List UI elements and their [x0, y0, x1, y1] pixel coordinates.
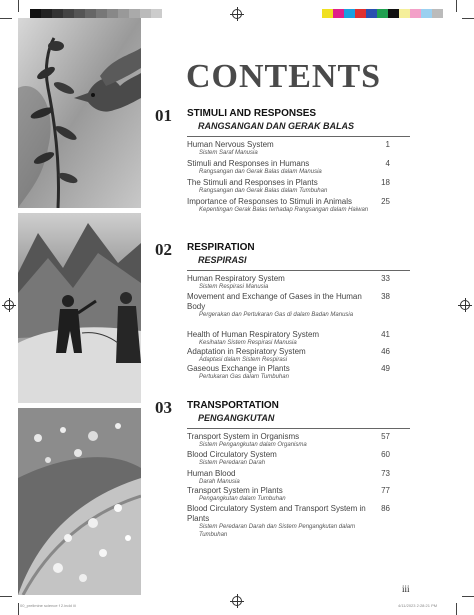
toc-entry-page: 57 — [381, 432, 390, 441]
crop-mark — [0, 596, 12, 597]
toc-entry[interactable] — [187, 159, 390, 177]
toc-entry-page: 1 — [385, 140, 390, 149]
chapter-title: TRANSPORTATION — [187, 400, 279, 411]
toc-entry[interactable] — [187, 364, 390, 382]
toc-entry-subtitle: Kesihatan Sistem Respirasi Manusia — [199, 340, 297, 346]
toc-entry-page: 18 — [381, 178, 390, 187]
crop-mark — [18, 603, 19, 615]
toc-entry[interactable] — [187, 486, 390, 504]
toc-entry-page: 25 — [381, 197, 390, 206]
toc-entry-title: Movement and Exchange of Gases in the Human Body — [187, 292, 362, 311]
toc-entry[interactable] — [187, 140, 390, 158]
toc-entry-page: 4 — [385, 159, 390, 168]
crop-mark — [18, 0, 19, 12]
toc-entry-subtitle: Pertukaran Gas dalam Tumbuhan — [199, 374, 289, 380]
toc-entry[interactable] — [187, 504, 390, 539]
crop-mark — [0, 18, 12, 19]
leaf-water-droplets-photo — [18, 408, 141, 595]
toc-entry-subtitle: Adaptasi dalam Sistem Respirasi — [199, 357, 288, 363]
toc-entry[interactable] — [187, 292, 390, 320]
registration-mark-icon — [4, 300, 14, 310]
crop-mark — [462, 18, 474, 19]
toc-entry-title: Stimuli and Responses in Humans — [187, 159, 310, 168]
toc-entry-subtitle: Rangsangan dan Gerak Balas dalam Tumbuhan — [199, 188, 328, 194]
toc-entry-title: Adaptation in Respiratory System — [187, 347, 306, 356]
toc-entry-title: Health of Human Respiratory System — [187, 330, 320, 339]
toc-entry-title: The Stimuli and Responses in Plants — [187, 178, 318, 187]
toc-entry-title: Human Blood — [187, 469, 236, 478]
toc-entry-title: Human Respiratory System — [187, 274, 285, 283]
toc-entry-subtitle: Rangsangan dan Gerak Balas dalam Manusia — [199, 169, 322, 175]
chapter-subtitle: RANGSANGAN DAN GERAK BALAS — [198, 121, 355, 131]
toc-entry-page: 73 — [381, 469, 390, 478]
toc-entry-subtitle: Pengangkutan dalam Tumbuhan — [199, 496, 286, 502]
registration-mark-icon — [232, 596, 242, 606]
registration-mark-icon — [232, 9, 242, 19]
chapter-divider — [187, 270, 410, 271]
toc-entry[interactable] — [187, 450, 390, 468]
toc-entry-page: 38 — [381, 292, 390, 301]
toc-entry[interactable] — [187, 197, 390, 215]
toc-entry[interactable] — [187, 469, 390, 487]
toc-entry-subtitle: Sistem Peredaran Darah — [199, 460, 266, 466]
chapter-number: 02 — [155, 240, 172, 259]
chapter-number: 01 — [155, 106, 172, 125]
toc-entry-title: Blood Circulatory System and Transport System in Plants — [187, 504, 366, 523]
toc-entry-title: Blood Circulatory System — [187, 450, 277, 459]
file-slug: 00_prelimine science f 2.indd iii — [20, 603, 76, 608]
page-title: CONTENTS — [186, 58, 382, 95]
toc-entry-page: 49 — [381, 364, 390, 373]
toc-entry-subtitle: Sistem Peredaran Darah dan Sistem Pengangkutan dalam Tumbuhan — [199, 524, 356, 538]
hummingbird-photo — [18, 18, 141, 208]
toc-entry-page: 41 — [381, 330, 390, 339]
cmyk-color-bar — [322, 9, 443, 18]
grayscale-color-bar — [30, 9, 162, 18]
toc-entry-subtitle: Kepentingan Gerak Balas terhadap Rangsangan dalam Haiwan — [199, 207, 369, 213]
toc-entry-title: Transport System in Organisms — [187, 432, 300, 441]
crop-mark — [456, 0, 457, 12]
toc-entry[interactable] — [187, 432, 390, 450]
mountain-climbers-photo — [18, 213, 141, 403]
chapter-divider — [187, 136, 410, 137]
toc-entry-title: Transport System in Plants — [187, 486, 283, 495]
crop-mark — [462, 596, 474, 597]
toc-entry-page: 86 — [381, 504, 390, 513]
chapter-subtitle: RESPIRASI — [198, 255, 247, 265]
toc-entry[interactable] — [187, 178, 390, 196]
toc-entry-title: Importance of Responses to Stimuli in Animals — [187, 197, 352, 206]
registration-mark-icon — [460, 300, 470, 310]
toc-entry-page: 33 — [381, 274, 390, 283]
toc-entry-subtitle: Sistem Respirasi Manusia — [199, 284, 269, 290]
chapter-number: 03 — [155, 398, 172, 417]
toc-entry[interactable] — [187, 347, 390, 365]
toc-entry-page: 77 — [381, 486, 390, 495]
toc-entry-subtitle: Darah Manusia — [199, 479, 240, 485]
chapter-title: STIMULI AND RESPONSES — [187, 108, 317, 119]
toc-entry-page: 60 — [381, 450, 390, 459]
toc-entry-subtitle: Sistem Saraf Manusia — [199, 150, 258, 156]
chapter-divider — [187, 428, 410, 429]
toc-entry-title: Gaseous Exchange in Plants — [187, 364, 290, 373]
chapter-title: RESPIRATION — [187, 242, 255, 253]
toc-entry-subtitle: Pergerakan dan Pertukaran Gas di dalam Badan Manusia — [199, 312, 354, 318]
toc-entry-subtitle: Sistem Pengangkutan dalam Organisma — [199, 442, 307, 448]
timestamp-slug: 4/11/2023 2:28:21 PM — [398, 603, 438, 608]
crop-mark — [456, 603, 457, 615]
chapter-subtitle: PENGANGKUTAN — [198, 413, 275, 423]
toc-entry[interactable] — [187, 330, 390, 348]
toc-entry-page: 46 — [381, 347, 390, 356]
toc-entry[interactable] — [187, 274, 390, 292]
page-number: iii — [402, 584, 410, 594]
toc-entry-title: Human Nervous System — [187, 140, 274, 149]
